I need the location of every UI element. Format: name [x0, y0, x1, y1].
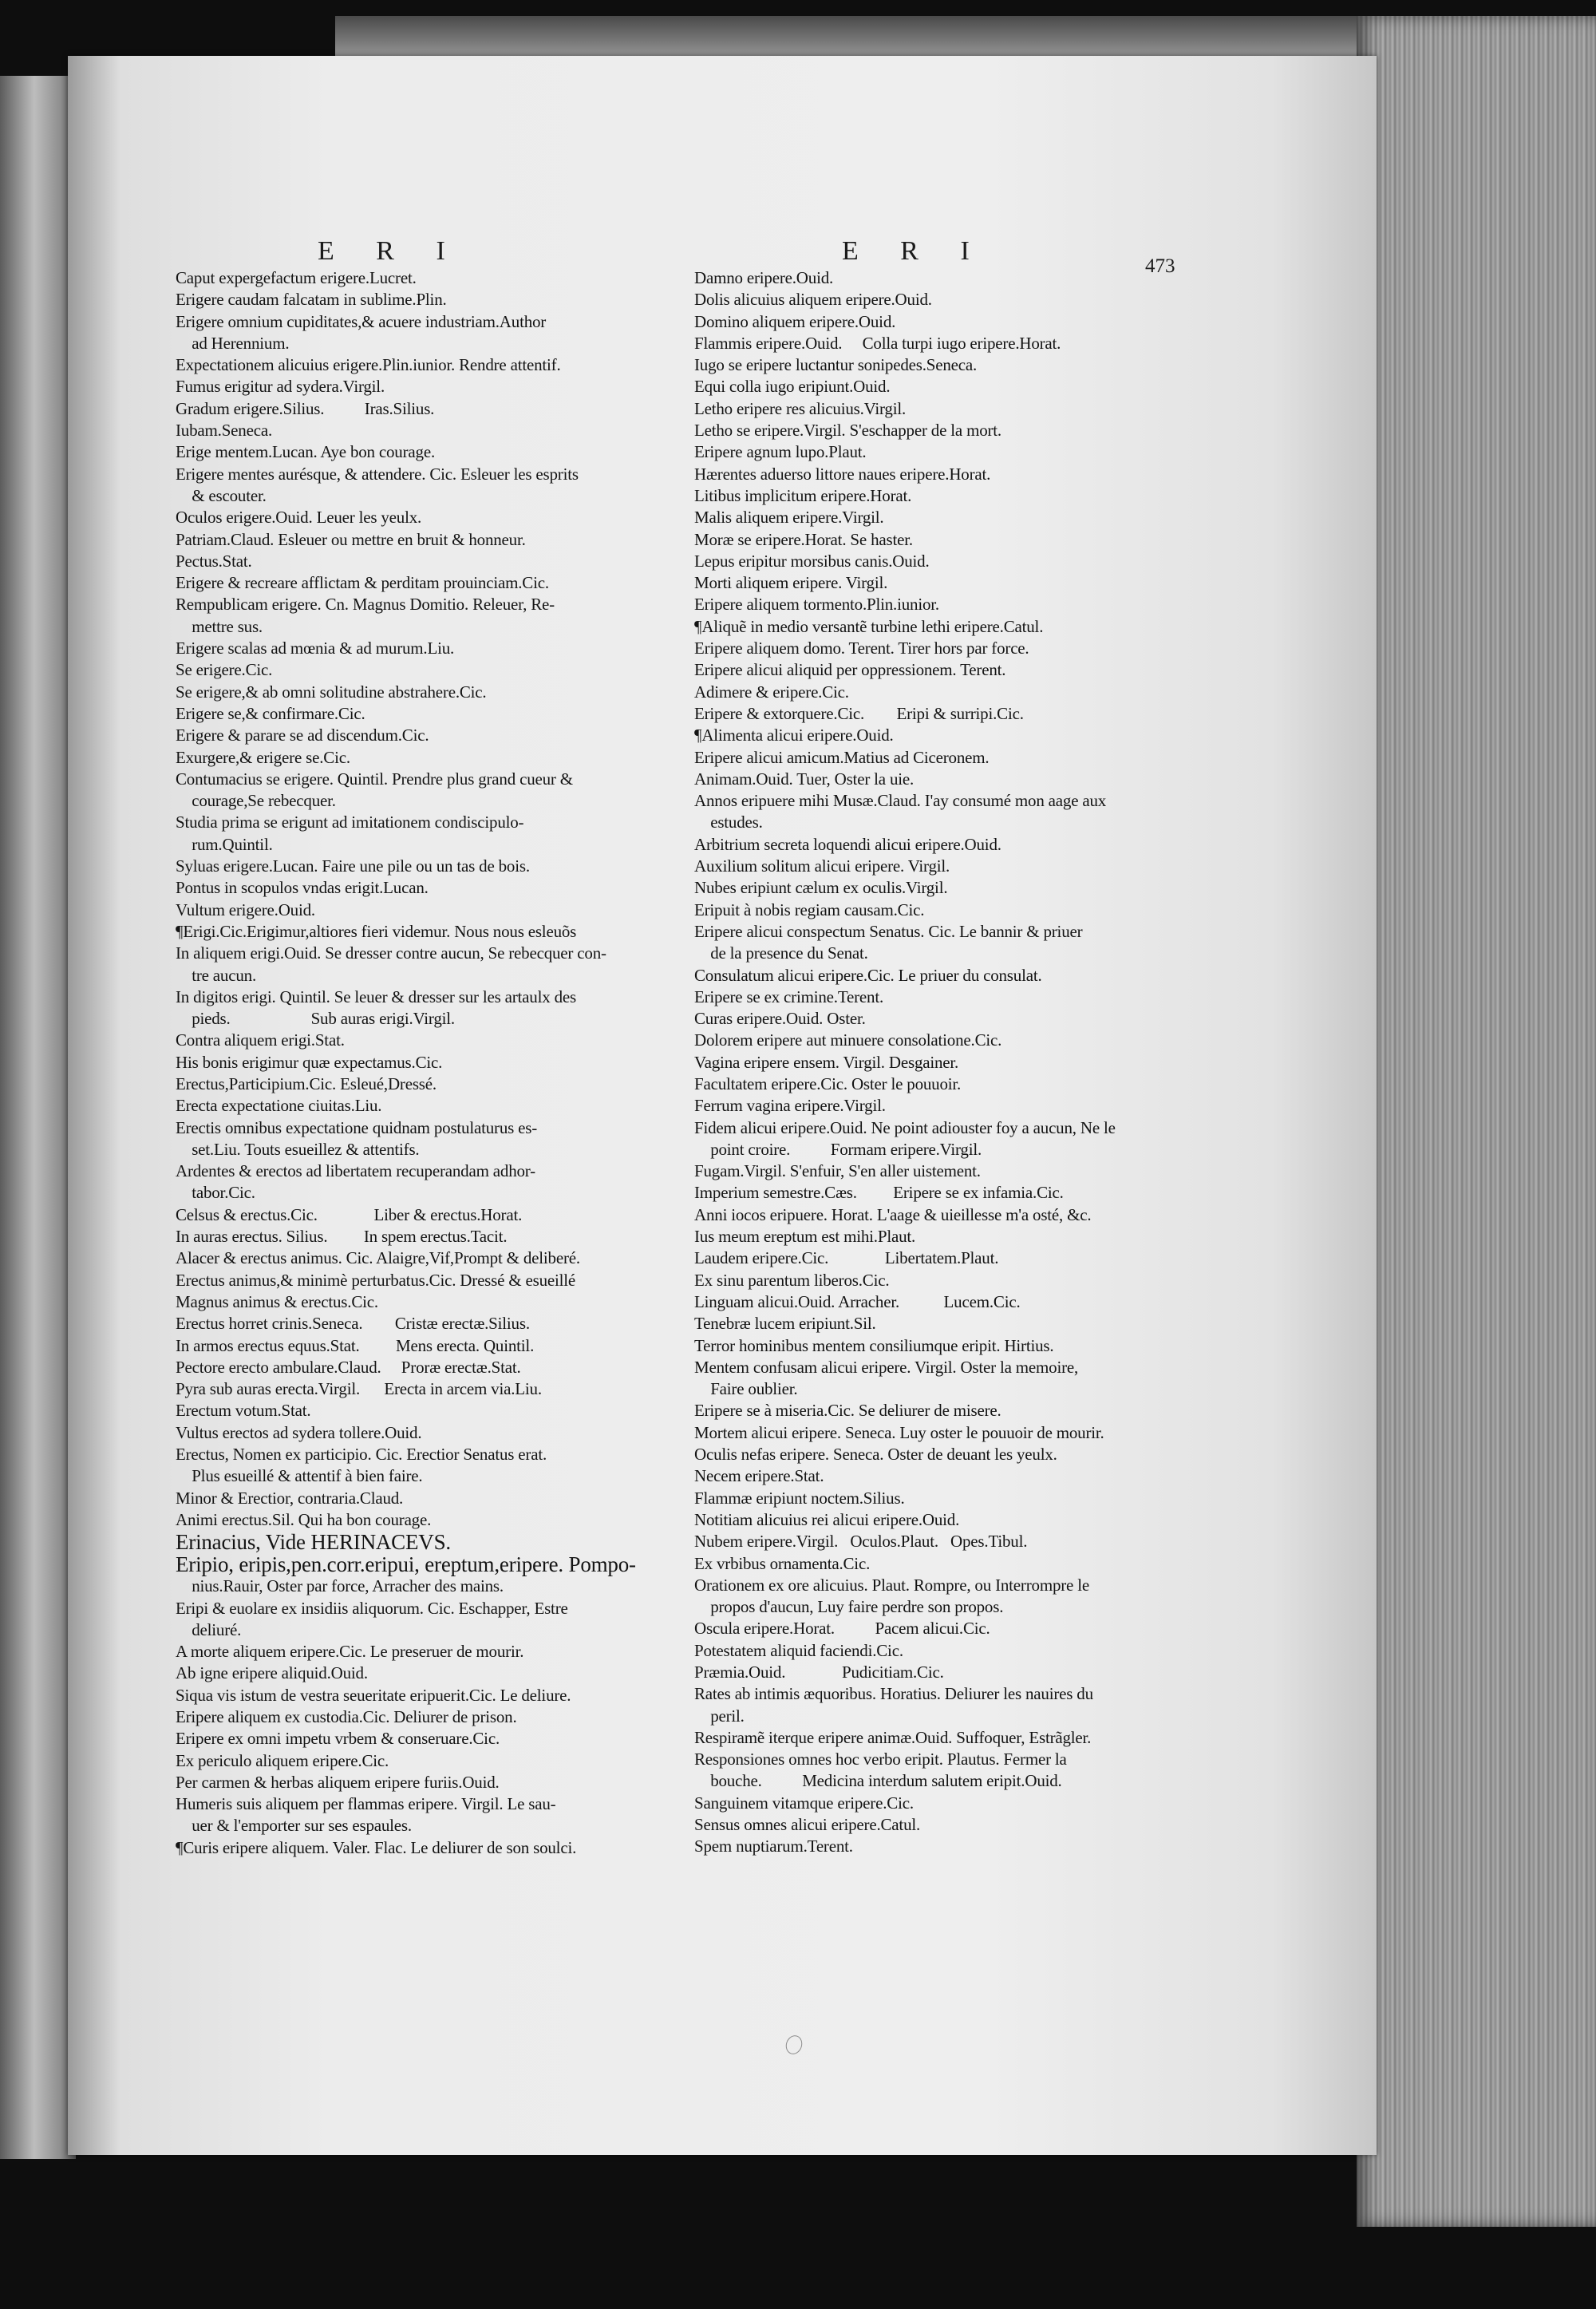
dictionary-entry-line: Magnus animus & erectus.Cic. [176, 1291, 378, 1311]
page-top-edge [335, 16, 1389, 60]
dictionary-entry-line: Ex periculo aliquem eripere.Cic. [176, 1750, 389, 1770]
dictionary-entry-line: Erectus animus,& minimè perturbatus.Cic. Dressé & esueillé [176, 1270, 576, 1290]
dictionary-entry-line: Erigere & parare se ad discendum.Cic. [176, 726, 429, 745]
dictionary-entry-line: Flammæ eripiunt noctem.Silius. [694, 1488, 905, 1508]
dictionary-entry-line: Curas eripere.Ouid. Oster. [694, 1009, 866, 1029]
dictionary-entry-line: Ferrum vagina eripere.Virgil. [694, 1096, 886, 1116]
dictionary-entry-line: Orationem ex ore alicuius. Plaut. Rompre, ou Interrompre le [694, 1575, 1089, 1595]
dictionary-entry-line: Fidem alicui eripere.Ouid. Ne point adiouster foy a aucun, Ne le [694, 1117, 1116, 1137]
dictionary-entry-line: Notitiam alicuius rei alicui eripere.Ouid. [694, 1509, 960, 1529]
dictionary-entry-line: Contra aliquem erigi.Stat. [176, 1030, 345, 1050]
dictionary-entry-line: Eripere ex omni impetu vrbem & conseruare.Cic. [176, 1729, 500, 1749]
dictionary-entry-line: Ius meum ereptum est mihi.Plaut. [694, 1227, 916, 1247]
dictionary-entry-line: ¶Alimenta alicui eripere.Ouid. [694, 726, 894, 745]
dictionary-entry-line: Celsus & erectus.Cic. Liber & erectus.Horat. [176, 1204, 523, 1224]
dictionary-entry-line: Animam.Ouid. Tuer, Oster la uie. [694, 769, 915, 789]
dictionary-entry-line: ¶Erigi.Cic.Erigimur,altiores fieri videmur. Nous nous esleuõs [176, 921, 577, 941]
dictionary-entry-line: bouche. Medicina interdum salutem eripit.Ouid. [694, 1771, 1062, 1791]
dictionary-entry-line: Eripuit à nobis regiam causam.Cic. [694, 899, 925, 919]
fore-edge [1357, 16, 1596, 2227]
left-column [176, 267, 650, 1859]
dictionary-entry-line: Consulatum alicui eripere.Cic. Le priuer du consulat. [694, 965, 1042, 985]
dictionary-entry-line: Linguam alicui.Ouid. Arracher. Lucem.Cic. [694, 1291, 1021, 1311]
dictionary-entry-line: & escouter. [176, 485, 267, 505]
dictionary-entry-line: Potestatem aliquid faciendi.Cic. [694, 1640, 903, 1660]
dictionary-entry-line: Fugam.Virgil. S'enfuir, S'en aller uistement. [694, 1161, 981, 1181]
dictionary-entry-line: Moræ se eripere.Horat. Se haster. [694, 529, 913, 549]
dictionary-entry-line: set.Liu. Touts esueillez & attentifs. [176, 1139, 420, 1159]
dictionary-entry-line: Erinacius, Vide HERINACEVS. [176, 1530, 451, 1555]
dictionary-entry-line: Ex vrbibus ornamenta.Cic. [694, 1553, 871, 1573]
dictionary-entry-line: Humeris suis aliquem per flammas eripere. Virgil. Le sau- [176, 1794, 556, 1814]
dictionary-entry-line: Terror hominibus mentem consiliumque eripit. Hirtius. [694, 1335, 1054, 1355]
dictionary-entry-line: Eripere alicui amicum.Matius ad Ciceronem. [694, 747, 990, 767]
dictionary-entry-line: Letho eripere res alicuius.Virgil. [694, 398, 907, 418]
dictionary-entry-line: Vultum erigere.Ouid. [176, 899, 315, 919]
dictionary-entry-line: In auras erectus. Silius. In spem erectus.Tacit. [176, 1227, 508, 1247]
dictionary-entry-line: Gradum erigere.Silius. Iras.Silius. [176, 398, 435, 418]
dictionary-entry-line: Erigere caudam falcatam in sublime.Plin. [176, 290, 447, 310]
dictionary-entry-line: Pontus in scopulos vndas erigit.Lucan. [176, 878, 429, 898]
dictionary-entry-line: Eripi & euolare ex insidiis aliquorum. Cic. Eschapper, Estre [176, 1598, 568, 1618]
dictionary-entry-line: Rates ab intimis æquoribus. Horatius. Deliurer les nauires du [694, 1684, 1093, 1704]
dictionary-entry-line: Erectus,Participium.Cic. Esleué,Dressé. [176, 1073, 437, 1093]
dictionary-entry-line: Eripio, eripis,pen.corr.eripui, ereptum,eripere. Pompo- [176, 1552, 636, 1577]
dictionary-entry-line: Faire oublier. [694, 1379, 798, 1399]
dictionary-entry-line: Eripere alicui conspectum Senatus. Cic. Le bannir & priuer [694, 921, 1083, 941]
dictionary-entry-line: Vultus erectos ad sydera tollere.Ouid. [176, 1422, 422, 1442]
dictionary-entry-line: Respiramẽ iterque eripere animæ.Ouid. Suffoquer, Estrãgler. [694, 1727, 1092, 1747]
dictionary-entry-line: Eripere se ex crimine.Terent. [694, 986, 884, 1006]
dictionary-entry-line: Necem eripere.Stat. [694, 1466, 824, 1486]
dictionary-entry-line: Expectationem alicuius erigere.Plin.iunior. Rendre attentif. [176, 355, 561, 375]
dictionary-entry-line: Syluas erigere.Lucan. Faire une pile ou un tas de bois. [176, 856, 530, 876]
dictionary-entry-line: Dolis alicuius aliquem eripere.Ouid. [694, 290, 932, 310]
dictionary-entry-line: Spem nuptiarum.Terent. [694, 1837, 853, 1856]
dictionary-entry-line: Eripere se à miseria.Cic. Se deliurer de misere. [694, 1401, 1001, 1421]
dictionary-entry-line: pieds. Sub auras erigi.Virgil. [176, 1009, 455, 1029]
dictionary-entry-line: Oscula eripere.Horat. Pacem alicui.Cic. [694, 1619, 990, 1639]
dictionary-entry-line: Mentem confusam alicui eripere. Virgil. Oster la memoire, [694, 1357, 1079, 1377]
dictionary-entry-line: Caput expergefactum erigere.Lucret. [176, 268, 417, 287]
dictionary-entry-line: Erigere & recreare afflictam & perditam prouinciam.Cic. [176, 573, 549, 593]
dictionary-entry-line: Exurgere,& erigere se.Cic. [176, 747, 350, 767]
dictionary-entry-line: estudes. [694, 812, 763, 832]
dictionary-entry-line: Erigere se,& confirmare.Cic. [176, 703, 365, 723]
dictionary-entry-line: Fumus erigitur ad sydera.Virgil. [176, 377, 385, 397]
dictionary-entry-line: rum.Quintil. [176, 834, 273, 854]
dictionary-entry-line: Facultatem eripere.Cic. Oster le pouuoir. [694, 1073, 962, 1093]
dictionary-entry-line: Ab igne eripere aliquid.Ouid. [176, 1663, 368, 1683]
dictionary-entry-line: Flammis eripere.Ouid. Colla turpi iugo eripere.Horat. [694, 333, 1061, 353]
dictionary-entry-line: Erigere mentes aurésque, & attendere. Cic. Esleuer les esprits [176, 464, 579, 484]
dictionary-entry-line: Adimere & eripere.Cic. [694, 682, 849, 702]
dictionary-entry-line: Letho se eripere.Virgil. S'eschapper de la mort. [694, 421, 1001, 441]
dictionary-entry-line: ad Herennium. [176, 333, 290, 353]
dictionary-entry-line: Tenebræ lucem eripiunt.Sil. [694, 1314, 876, 1334]
dictionary-entry-line: Auxilium solitum alicui eripere. Virgil. [694, 856, 950, 876]
dictionary-entry-line: Vagina eripere ensem. Virgil. Desgainer. [694, 1052, 959, 1072]
dictionary-entry-line: tre aucun. [176, 965, 256, 985]
dictionary-entry-line: tabor.Cic. [176, 1183, 255, 1203]
dictionary-entry-line: Pectus.Stat. [176, 551, 252, 571]
dictionary-entry-line: Litibus implicitum eripere.Horat. [694, 485, 912, 505]
dictionary-entry-line: A morte aliquem eripere.Cic. Le preseruer de mourir. [176, 1642, 524, 1662]
dictionary-entry-line: In aliquem erigi.Ouid. Se dresser contre aucun, Se rebecquer con- [176, 943, 606, 963]
right-column [694, 267, 1165, 1858]
dictionary-entry-line: Patriam.Claud. Esleuer ou mettre en bruit & honneur. [176, 529, 526, 549]
dictionary-entry-line: Ex sinu parentum liberos.Cic. [694, 1270, 890, 1290]
dictionary-entry-line: Eripere agnum lupo.Plaut. [694, 442, 867, 462]
dictionary-entry-line: Annos eripuere mihi Musæ.Claud. I'ay consumé mon aage aux [694, 791, 1107, 811]
dictionary-entry-line: Plus esueillé & attentif à bien faire. [176, 1466, 423, 1486]
dictionary-entry-line: Sensus omnes alicui eripere.Catul. [694, 1815, 921, 1835]
dictionary-entry-line: Imperium semestre.Cæs. Eripere se ex infamia.Cic. [694, 1183, 1064, 1203]
dictionary-entry-line: Hærentes aduerso littore naues eripere.Horat. [694, 464, 991, 484]
dictionary-entry-line: mettre sus. [176, 616, 263, 636]
dictionary-entry-line: In armos erectus equus.Stat. Mens erecta. Quintil. [176, 1335, 535, 1355]
dictionary-entry-line: Mortem alicui eripere. Seneca. Luy oster le pouuoir de mourir. [694, 1422, 1104, 1442]
dictionary-entry-line: Pyra sub auras erecta.Virgil. Erecta in arcem via.Liu. [176, 1379, 542, 1399]
dictionary-entry-line: Erecta expectatione ciuitas.Liu. [176, 1096, 382, 1116]
dictionary-entry-line: peril. [694, 1706, 745, 1726]
dictionary-entry-line: Nubem eripere.Virgil. Oculos.Plaut. Opes.Tibul. [694, 1532, 1028, 1552]
dictionary-entry-line: Malis aliquem eripere.Virgil. [694, 508, 884, 528]
dictionary-entry-line: Iugo se eripere luctantur sonipedes.Seneca. [694, 355, 978, 375]
running-head-left: E R I [318, 236, 463, 266]
dictionary-entry-line: Se erigere,& ab omni solitudine abstrahere.Cic. [176, 682, 487, 702]
dictionary-entry-line: Responsiones omnes hoc verbo eripit. Plautus. Fermer la [694, 1750, 1067, 1769]
dictionary-entry-line: ¶Curis eripere aliquem. Valer. Flac. Le deliurer de son soulci. [176, 1837, 577, 1857]
dictionary-entry-line: Pectore erecto ambulare.Claud. Proræ erectæ.Stat. [176, 1357, 521, 1377]
dictionary-entry-line: ¶Aliquẽ in medio versantẽ turbine lethi eripere.Catul. [694, 616, 1044, 636]
dictionary-entry-line: Arbitrium secreta loquendi alicui eripere.Ouid. [694, 834, 1001, 854]
dictionary-entry-line: Eripere aliquem domo. Terent. Tirer hors par force. [694, 639, 1029, 658]
page-number: 473 [1145, 255, 1175, 277]
dictionary-entry-line: Oculis nefas eripere. Seneca. Oster de deuant les yeulx. [694, 1445, 1057, 1465]
dictionary-entry-line: uer & l'emporter sur ses espaules. [176, 1816, 412, 1836]
dictionary-entry-line: His bonis erigimur quæ expectamus.Cic. [176, 1052, 443, 1072]
dictionary-entry-line: Erectum votum.Stat. [176, 1401, 311, 1421]
dictionary-entry-line: point croire. Formam eripere.Virgil. [694, 1139, 982, 1159]
dictionary-entry-line: Erectus, Nomen ex participio. Cic. Erectior Senatus erat. [176, 1445, 547, 1465]
dictionary-entry-line: Studia prima se erigunt ad imitationem condiscipulo- [176, 812, 524, 832]
dictionary-entry-line: Rempublicam erigere. Cn. Magnus Domitio. Releuer, Re- [176, 595, 555, 615]
dictionary-entry-line: propos d'aucun, Luy faire perdre son propos. [694, 1597, 1004, 1617]
dictionary-entry-line: Lepus eripitur morsibus canis.Ouid. [694, 551, 930, 571]
dictionary-entry-line: Erigere omnium cupiditates,& acuere industriam.Author [176, 311, 547, 331]
dictionary-entry-line: deliuré. [176, 1619, 242, 1639]
dictionary-entry-line: courage,Se rebecquer. [176, 791, 336, 811]
dictionary-entry-line: Per carmen & herbas aliquem eripere furiis.Ouid. [176, 1772, 500, 1792]
dictionary-entry-line: Morti aliquem eripere. Virgil. [694, 573, 888, 593]
dictionary-entry-line: Iubam.Seneca. [176, 421, 273, 441]
dictionary-entry-line: Oculos erigere.Ouid. Leuer les yeulx. [176, 508, 422, 528]
dictionary-entry-line: Animi erectus.Sil. Qui ha bon courage. [176, 1509, 432, 1529]
dictionary-entry-line: Minor & Erectior, contraria.Claud. [176, 1488, 404, 1508]
dictionary-entry-line: Erectus horret crinis.Seneca. Cristæ erectæ.Silius. [176, 1314, 530, 1334]
dictionary-entry-line: Domino aliquem eripere.Ouid. [694, 311, 896, 331]
dictionary-entry-line: Eripere alicui aliquid per oppressionem. Terent. [694, 660, 1006, 680]
dictionary-entry-line: Eripere aliquem tormento.Plin.iunior. [694, 595, 939, 615]
dictionary-entry-line: Anni iocos eripuere. Horat. L'aage & uieillesse m'a osté, &c. [694, 1204, 1092, 1224]
dictionary-entry-line: Eripere & extorquere.Cic. Eripi & surripi.Cic. [694, 703, 1024, 723]
dictionary-entry-line: In digitos erigi. Quintil. Se leuer & dresser sur les artaulx des [176, 986, 576, 1006]
dictionary-entry-line: de la presence du Senat. [694, 943, 868, 963]
running-head-right: E R I [842, 236, 987, 266]
dictionary-entry-line: Ardentes & erectos ad libertatem recuperandam adhor- [176, 1161, 535, 1181]
dictionary-entry-line: Erectis omnibus expectatione quidnam postulaturus es- [176, 1117, 538, 1137]
dictionary-entry-line: Erigere scalas ad mœnia & ad murum.Liu. [176, 639, 455, 658]
dictionary-entry-line: Contumacius se erigere. Quintil. Prendre plus grand cueur & [176, 769, 573, 789]
dictionary-entry-line: Præmia.Ouid. Pudicitiam.Cic. [694, 1663, 944, 1682]
dictionary-entry-line: Siqua vis istum de vestra seueritate eripuerit.Cic. Le deliure. [176, 1685, 571, 1705]
dictionary-entry-line: Nubes eripiunt cælum ex oculis.Virgil. [694, 878, 948, 898]
dictionary-entry-line: Dolorem eripere aut minuere consolatione.Cic. [694, 1030, 1002, 1050]
dictionary-entry-line: Eripere aliquem ex custodia.Cic. Deliurer de prison. [176, 1707, 517, 1726]
dictionary-entry-line: Damno eripere.Ouid. [694, 268, 834, 287]
dictionary-entry-line: Se erigere.Cic. [176, 660, 273, 680]
dictionary-entry-line: Alacer & erectus animus. Cic. Alaigre,Vif,Prompt & deliberé. [176, 1248, 580, 1268]
dictionary-entry-line: Erige mentem.Lucan. Aye bon courage. [176, 442, 435, 462]
dictionary-entry-line: nius.Rauir, Oster par force, Arracher des mains. [176, 1576, 504, 1596]
dictionary-entry-line: Sanguinem vitamque eripere.Cic. [694, 1793, 914, 1813]
left-page-edge [0, 76, 76, 2159]
dictionary-entry-line: Equi colla iugo eripiunt.Ouid. [694, 377, 891, 397]
dictionary-entry-line: Laudem eripere.Cic. Libertatem.Plaut. [694, 1248, 999, 1268]
